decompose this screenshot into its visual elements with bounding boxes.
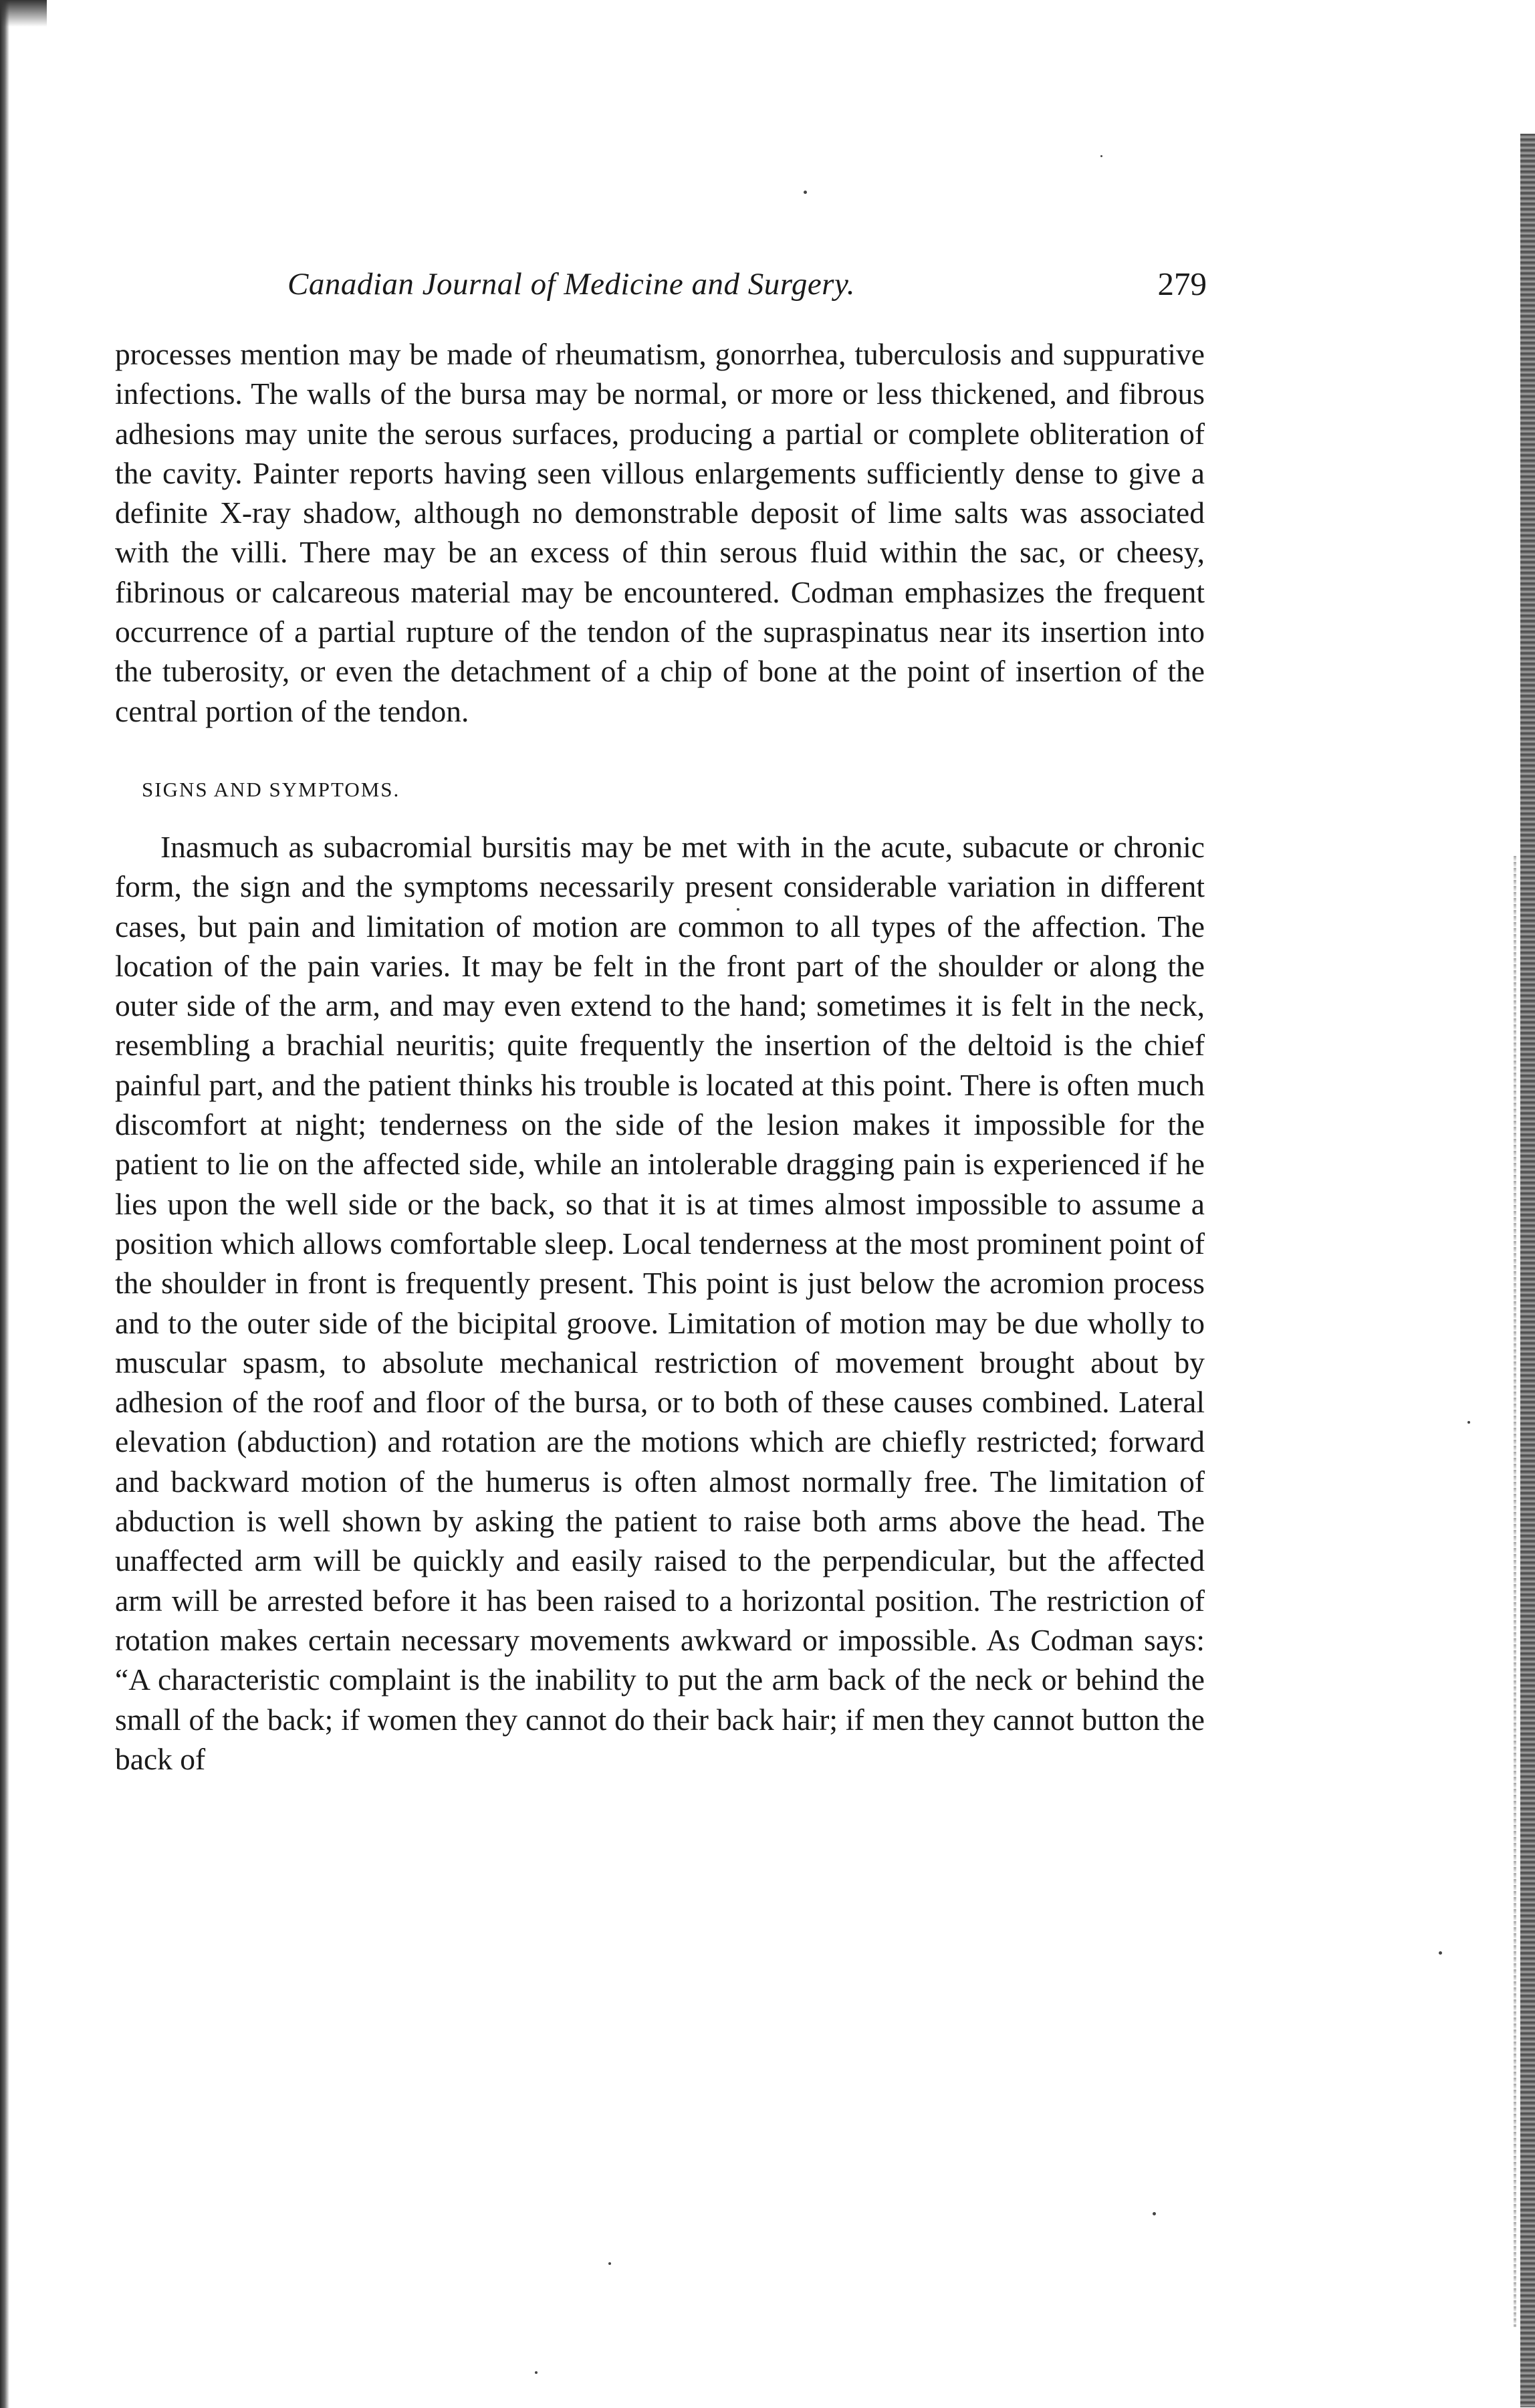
body-paragraph: Inasmuch as subacromial bursitis may be met with in the acute, subacute or chronic form, the sign and the symptoms necessarily present considerable variation in different cases, but pain and limitation of motion are common to all types of the affection. The location of the pain varies. It may be felt in the front part of the shoulder or along the outer side of the arm, and may even extend to the hand; sometimes it is felt in the neck, resembling a brachial neuritis; quite frequently the insertion of the deltoid is the chief painful part, and the patient thinks his trouble is located at this point. There is often much discomfort at night; tenderness on the side of the lesion makes it impossible for the patient to lie on the affected side, while an intolerable dragging pain is experienced if he lies upon the well side or the back, so that it is at times almost impossible to assume a position which allows comfortable sleep. Local tenderness at the most prominent point of the shoulder in front is frequently present. This point is just below the acromion process and to the outer side of the bicipital groove. Limitation of motion may be due wholly to muscular spasm, to absolute mechanical restriction of movement brought about by adhesion of the roof and floor of the bursa, or to both of these causes combined. Lateral elevation (abduction) and rotation are the motions which are chiefly restricted; forward and backward motion of the humerus is often almost normally free. The limitation of abduction is well shown by asking the patient to raise both arms above the head. The unaffected arm will be quickly and easily raised to the perpendicular, but the affected arm will be arrested before it has been raised to a horizontal position. The restriction of rotation makes certain necessary movements awkward or impossible. As Codman says: “A characteristic complaint is the inability to put the arm back of the neck or behind the small of the back; if women they cannot do their back hair; if men they cannot button the back of bbox=[115, 829, 1205, 1776]
scan-speck bbox=[608, 2262, 611, 2265]
scan-speck bbox=[1467, 1421, 1470, 1424]
scan-right-shadow bbox=[1514, 856, 1516, 2327]
scan-top-corner bbox=[0, 0, 47, 27]
body-paragraph: processes mention may be made of rheumatism, gonorrhea, tuberculosis and suppurative infections. The walls of the bursa may be normal, or more or less thickened, and fibrous adhesions may unite the serous surfaces, producing a partial or complete obliteration of the cavity. Painter reports having seen villous enlargements sufficiently dense to give a definite X-ray shadow, although no demonstrable deposit of lime salts was associated with the villi. There may be an excess of thin serous fluid within the sac, or cheesy, fibrinous or calcareous material may be encountered. Codman emphasizes the frequent occurrence of a partial rupture of the tendon of the supraspinatus near its insertion into the tuberosity, or even the detachment of a chip of bone at the point of insertion of the central portion of the tendon. bbox=[115, 337, 1205, 728]
section-heading: SIGNS AND SYMPTOMS. bbox=[142, 777, 400, 801]
scan-speck bbox=[1153, 2212, 1156, 2215]
article-body bbox=[115, 334, 1205, 1779]
scan-right-edge bbox=[1520, 134, 1535, 2407]
page-number: 279 bbox=[1157, 265, 1207, 302]
running-head: Canadian Journal of Medicine and Surgery. bbox=[287, 267, 855, 302]
scan-left-edge bbox=[0, 0, 9, 2408]
scan-speck bbox=[1100, 155, 1102, 157]
scan-speck bbox=[804, 191, 807, 194]
scan-speck bbox=[1439, 1951, 1442, 1955]
scan-speck bbox=[535, 2371, 538, 2374]
page-header bbox=[120, 264, 1207, 304]
